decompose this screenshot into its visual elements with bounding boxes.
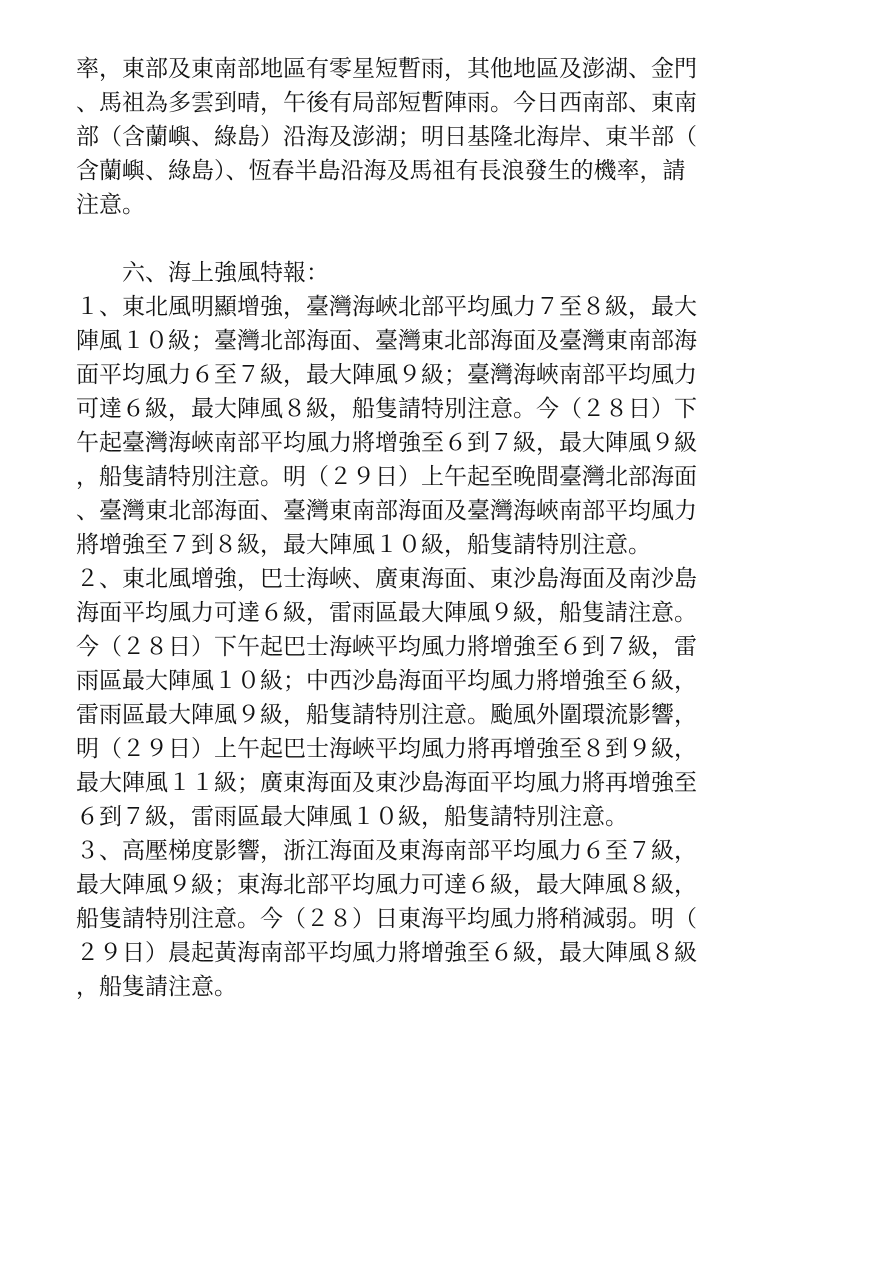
text-line: 、馬祖為多雲到晴，午後有局部短暫陣雨。今日西南部、東南: [76, 90, 697, 116]
section-heading: [76, 256, 816, 290]
text-line: 部（含蘭嶼、綠島）沿海及澎湖；明日基隆北海岸、東半部（: [76, 124, 697, 150]
text-line: 陣風１０級；臺灣北部海面、臺灣東北部海面及臺灣東南部海: [76, 328, 697, 354]
text-line: 注意。: [76, 192, 145, 218]
text-line: 明（２９日）上午起巴士海峽平均風力將再增強至８到９級，: [76, 736, 697, 762]
paragraph-spacer: [76, 222, 816, 256]
heading-text: 六、海上強風特報：: [76, 260, 329, 286]
item-3-paragraph: [76, 834, 816, 1004]
text-line: 含蘭嶼、綠島）、恆春半島沿海及馬祖有長浪發生的機率，請: [76, 158, 686, 184]
text-line: 可達６級，最大陣風８級，船隻請特別注意。今（２８日）下: [76, 396, 697, 422]
text-line: １、東北風明顯增強，臺灣海峽北部平均風力７至８級，最大: [76, 294, 697, 320]
text-line: ２９日）晨起黃海南部平均風力將增強至６級，最大陣風８級: [76, 940, 697, 966]
text-line: ，船隻請特別注意。明（２９日）上午起至晚間臺灣北部海面: [76, 464, 697, 490]
text-line: 率，東部及東南部地區有零星短暫雨，其他地區及澎湖、金門: [76, 56, 697, 82]
text-line: 海面平均風力可達６級，雷雨區最大陣風９級，船隻請注意。: [76, 600, 697, 626]
text-line: ，船隻請注意。: [76, 974, 237, 1000]
text-line: 將增強至７到８級，最大陣風１０級，船隻請特別注意。: [76, 532, 651, 558]
text-line: ３、高壓梯度影響，浙江海面及東海南部平均風力６至７級，: [76, 838, 697, 864]
item-1-paragraph: [76, 290, 816, 562]
text-line: ２、東北風增強，巴士海峽、廣東海面、東沙島海面及南沙島: [76, 566, 697, 592]
text-line: ６到７級，雷雨區最大陣風１０級，船隻請特別注意。: [76, 804, 628, 830]
text-line: 最大陣風９級；東海北部平均風力可達６級，最大陣風８級，: [76, 872, 697, 898]
document-page: [76, 52, 816, 1004]
intro-paragraph: [76, 52, 816, 222]
item-2-paragraph: [76, 562, 816, 834]
text-line: 雨區最大陣風１０級；中西沙島海面平均風力將增強至６級，: [76, 668, 697, 694]
text-line: 船隻請特別注意。今（２８）日東海平均風力將稍減弱。明（: [76, 906, 697, 932]
text-line: 面平均風力６至７級，最大陣風９級；臺灣海峽南部平均風力: [76, 362, 697, 388]
text-line: 今（２８日）下午起巴士海峽平均風力將增強至６到７級，雷: [76, 634, 697, 660]
text-line: 雷雨區最大陣風９級，船隻請特別注意。颱風外圍環流影響，: [76, 702, 697, 728]
text-line: 午起臺灣海峽南部平均風力將增強至６到７級，最大陣風９級: [76, 430, 697, 456]
text-line: 最大陣風１１級；廣東海面及東沙島海面平均風力將再增強至: [76, 770, 697, 796]
text-line: 、臺灣東北部海面、臺灣東南部海面及臺灣海峽南部平均風力: [76, 498, 697, 524]
